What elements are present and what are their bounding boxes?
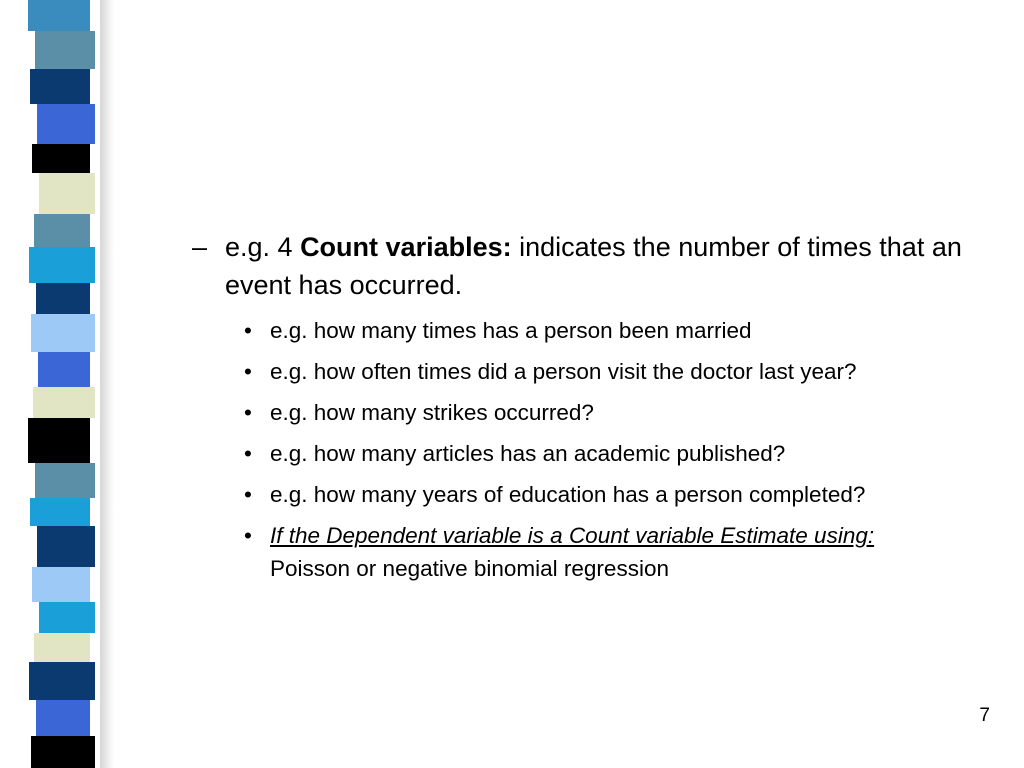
bullet-list xyxy=(192,314,972,585)
emphasis-text: If the Dependent variable is a Count variable Estimate using: xyxy=(270,523,875,548)
bullet-icon: • xyxy=(244,359,252,384)
bullet-icon: • xyxy=(244,400,252,425)
main-point xyxy=(192,228,972,304)
main-point-rest: indicates the number of times that an event has occurred. xyxy=(225,232,962,300)
stripe-block xyxy=(28,418,90,463)
main-point-term: Count variables: xyxy=(300,232,512,262)
bullet-icon: • xyxy=(244,482,252,507)
stripe-block xyxy=(39,602,95,633)
bullet-icon: • xyxy=(244,318,252,343)
list-item xyxy=(237,396,925,429)
stripe-block xyxy=(36,283,90,314)
stripe-block xyxy=(29,247,95,283)
bullet-text: e.g. how many strikes occurred? xyxy=(270,400,594,425)
stripe-block xyxy=(34,633,90,662)
stripe-block xyxy=(33,387,95,418)
list-item xyxy=(237,519,925,585)
stripe-block xyxy=(30,69,90,104)
main-point-prefix: e.g. 4 xyxy=(225,232,301,262)
bullet-icon: • xyxy=(244,523,252,548)
stripe-block xyxy=(28,0,90,31)
stripe-block xyxy=(32,144,90,173)
bullet-text: e.g. how many articles has an academic published? xyxy=(270,441,786,466)
stripe-block xyxy=(37,526,95,567)
stripe-block xyxy=(31,736,95,768)
slide-content xyxy=(192,228,972,593)
list-item xyxy=(237,314,925,347)
stripe-block xyxy=(30,498,90,526)
stripe-block xyxy=(34,214,90,247)
page-number: 7 xyxy=(979,705,990,726)
bullet-text: e.g. how often times did a person visit the doctor last year? xyxy=(270,359,857,384)
stripe-block xyxy=(35,463,95,498)
stripe-block xyxy=(39,173,95,214)
stripe-block xyxy=(32,567,90,602)
stripe-block xyxy=(38,352,90,387)
stripe-block xyxy=(36,700,90,736)
stripe-block xyxy=(35,31,95,69)
list-item xyxy=(237,355,925,388)
bullet-icon: • xyxy=(244,441,252,466)
stripe-block xyxy=(31,314,95,352)
stripe-shadow xyxy=(100,0,114,768)
dash-marker: – xyxy=(192,232,208,262)
decorative-stripe xyxy=(0,0,140,768)
list-item xyxy=(237,478,925,511)
bullet-text: Poisson or negative binomial regression xyxy=(270,556,669,581)
bullet-text: e.g. how many times has a person been married xyxy=(270,318,752,343)
stripe-block xyxy=(37,104,95,144)
stripe-block xyxy=(29,662,95,700)
list-item xyxy=(237,437,925,470)
bullet-text: e.g. how many years of education has a person completed? xyxy=(270,482,866,507)
